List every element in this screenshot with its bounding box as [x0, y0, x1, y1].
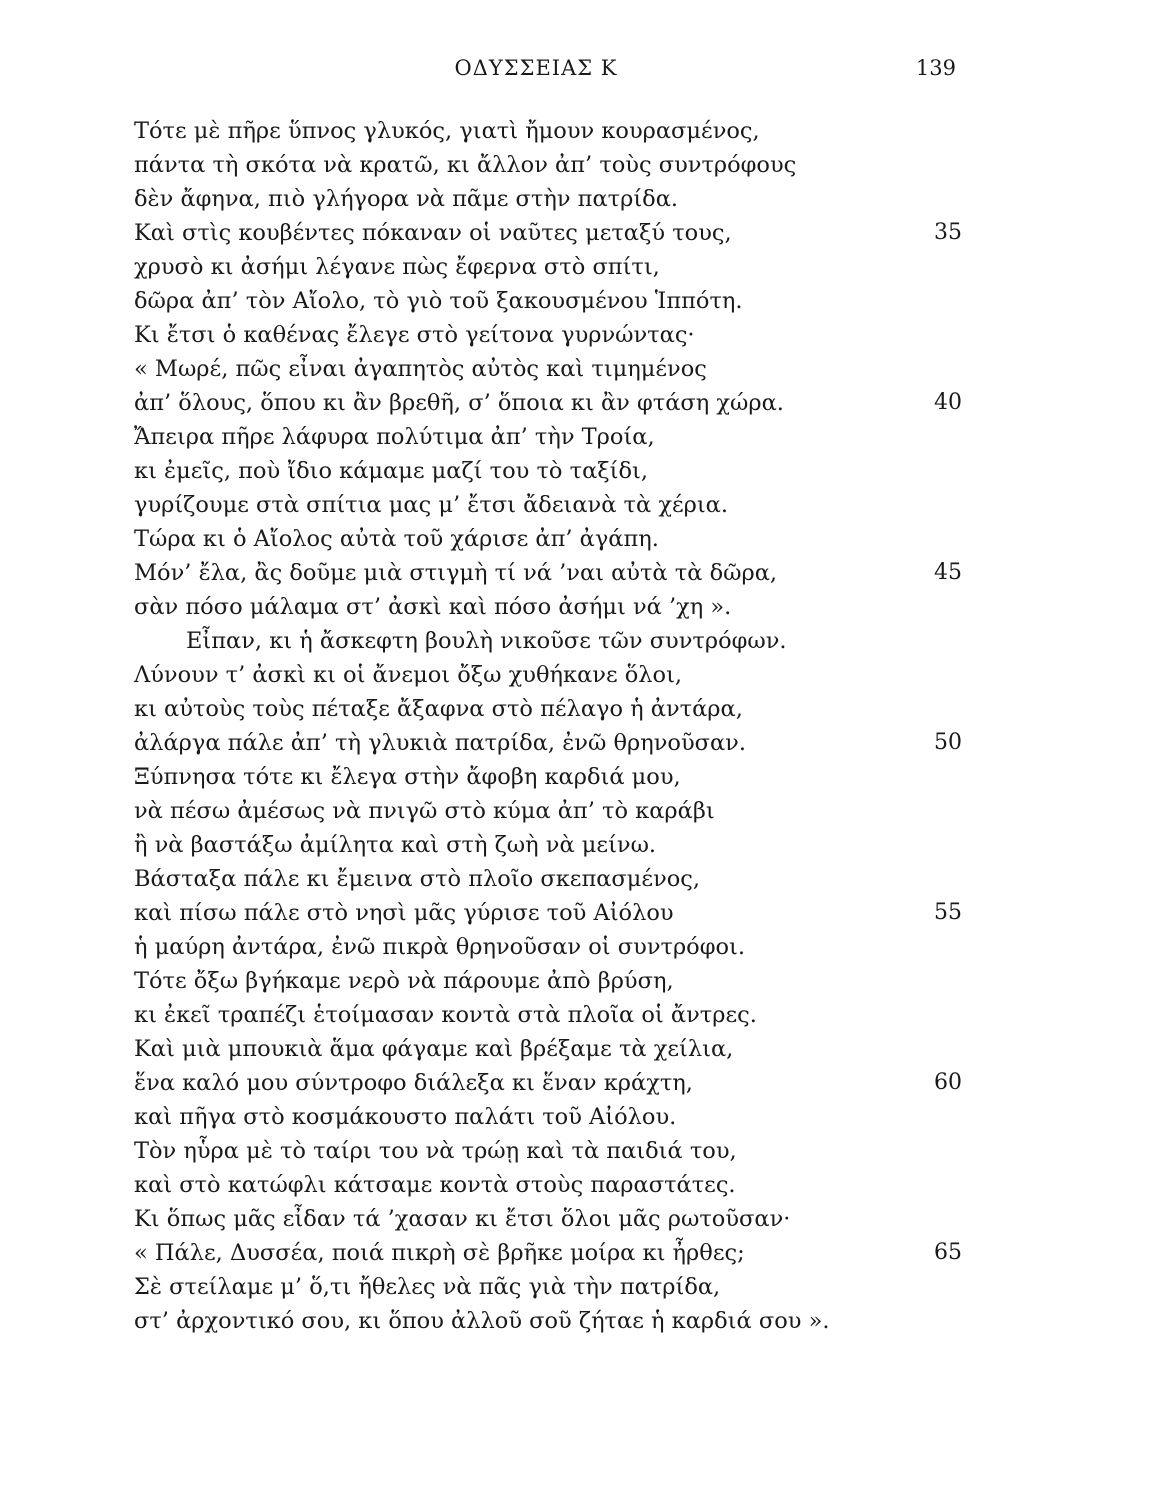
page-number: 139	[915, 56, 956, 80]
running-head	[0, 52, 1164, 84]
verse-line	[134, 658, 1014, 692]
running-title: ΟΔΥΣΣΕΙΑΣ Κ	[454, 56, 618, 80]
verse-line	[134, 624, 1014, 658]
verse-text: Τότε ὄξω βγήκαμε νερὸ νὰ πάρουμε ἀπὸ βρύση,	[134, 968, 674, 994]
verse-text: χρυσὸ κι ἀσήμι λέγανε πὼς ἔφερνα στὸ σπίτι,	[134, 254, 660, 280]
verse-line	[134, 590, 1014, 624]
verse-line	[134, 488, 1014, 522]
verse-text: δῶρα ἀπ’ τὸν Αἴολο, τὸ γιὸ τοῦ ξακουσμένου Ἱππότη.	[134, 288, 743, 314]
line-number: 35	[934, 220, 962, 245]
verse-text: γυρίζουμε στὰ σπίτια μας μ’ ἔτσι ἄδειανὰ τὰ χέρια.	[134, 492, 729, 518]
verse-text: κι ἐκεῖ τραπέζι ἑτοίμασαν κοντὰ στὰ πλοῖα οἱ ἄντρες.	[134, 1002, 757, 1028]
verse-text: Μόν’ ἔλα, ἂς δοῦμε μιὰ στιγμὴ τί νά ’ναι αὐτὰ τὰ δῶρα,	[134, 560, 778, 586]
verse-line	[134, 930, 1014, 964]
verse-text: « Μωρέ, πῶς εἶναι ἀγαπητὸς αὐτὸς καὶ τιμημένος	[134, 356, 707, 382]
verse-line	[134, 522, 1014, 556]
verse-line	[134, 1168, 1014, 1202]
line-number: 65	[934, 1240, 962, 1265]
verse-line	[134, 420, 1014, 454]
verse-text: Καὶ στὶς κουβέντες πόκαναν οἱ ναῦτες μεταξύ τους,	[134, 220, 732, 246]
verse-text: Ξύπνησα τότε κι ἔλεγα στὴν ἄφοβη καρδιά μου,	[134, 764, 681, 790]
verse-line	[134, 1032, 1014, 1066]
verse-text: Τότε μὲ πῆρε ὕπνος γλυκός, γιατὶ ἤμουν κουρασμένος,	[134, 118, 760, 144]
verse-line	[134, 250, 1014, 284]
verse-text: Βάσταξα πάλε κι ἔμεινα στὸ πλοῖο σκεπασμένος,	[134, 866, 701, 892]
verse-line	[134, 794, 1014, 828]
poem-text	[134, 114, 1014, 1338]
verse-text: καὶ πίσω πάλε στὸ νησὶ μᾶς γύρισε τοῦ Αἰόλου	[134, 900, 674, 926]
verse-text: ἢ νὰ βαστάξω ἀμίλητα καὶ στὴ ζωὴ νὰ μείνω.	[134, 832, 657, 858]
verse-line	[134, 1236, 1014, 1270]
verse-text: ἕνα καλό μου σύντροφο διάλεξα κι ἕναν κράχτη,	[134, 1070, 693, 1096]
verse-line	[134, 556, 1014, 590]
verse-text: Κι ἔτσι ὁ καθένας ἔλεγε στὸ γείτονα γυρνώντας·	[134, 322, 695, 348]
line-number: 50	[934, 730, 962, 755]
verse-text: καὶ στὸ κατώφλι κάτσαμε κοντὰ στοὺς παραστάτες.	[134, 1172, 736, 1198]
line-number: 45	[934, 560, 962, 585]
verse-line	[134, 454, 1014, 488]
verse-line	[134, 726, 1014, 760]
verse-line	[134, 1202, 1014, 1236]
verse-line	[134, 1270, 1014, 1304]
verse-line	[134, 148, 1014, 182]
verse-text: πάντα τὴ σκότα νὰ κρατῶ, κι ἄλλον ἀπ’ τοὺς συντρόφους	[134, 152, 797, 178]
verse-text: Εἶπαν, κι ἡ ἄσκεφτη βουλὴ νικοῦσε τῶν συντρόφων.	[186, 628, 787, 654]
verse-line	[134, 1100, 1014, 1134]
verse-text: Σὲ στείλαμε μ’ ὅ,τι ἤθελες νὰ πᾶς γιὰ τὴν πατρίδα,	[134, 1274, 721, 1300]
line-number: 60	[934, 1070, 962, 1095]
verse-line	[134, 692, 1014, 726]
verse-text: νὰ πέσω ἀμέσως νὰ πνιγῶ στὸ κύμα ἀπ’ τὸ καράβι	[134, 798, 715, 824]
verse-text: ἡ μαύρη ἀντάρα, ἐνῶ πικρὰ θρηνοῦσαν οἱ συντρόφοι.	[134, 934, 745, 960]
verse-line	[134, 1134, 1014, 1168]
verse-text: στ’ ἀρχοντικό σου, κι ὅπου ἀλλοῦ σοῦ ζήταε ἡ καρδιά σου ».	[134, 1308, 830, 1334]
verse-line	[134, 386, 1014, 420]
verse-text: « Πάλε, Δυσσέα, ποιά πικρὴ σὲ βρῆκε μοίρα κι ἦρθες;	[134, 1240, 745, 1266]
line-number: 40	[934, 390, 962, 415]
verse-line	[134, 760, 1014, 794]
verse-line	[134, 216, 1014, 250]
verse-text: Ἄπειρα πῆρε λάφυρα πολύτιμα ἀπ’ τὴν Τροία,	[134, 424, 655, 450]
verse-text: Καὶ μιὰ μπουκιὰ ἅμα φάγαμε καὶ βρέξαμε τὰ χείλια,	[134, 1036, 734, 1062]
verse-text: κι αὐτοὺς τοὺς πέταξε ἄξαφνα στὸ πέλαγο ἡ ἀντάρα,	[134, 696, 743, 722]
verse-text: σὰν πόσο μάλαμα στ’ ἀσκὶ καὶ πόσο ἀσήμι νά ’χη ».	[134, 594, 732, 620]
line-number: 55	[934, 900, 962, 925]
verse-line	[134, 352, 1014, 386]
verse-text: ἀλάργα πάλε ἀπ’ τὴ γλυκιὰ πατρίδα, ἐνῶ θρηνοῦσαν.	[134, 730, 747, 756]
verse-text: ἀπ’ ὅλους, ὅπου κι ἂν βρεθῆ, σ’ ὅποια κι ἂν φτάση χώρα.	[134, 390, 784, 416]
verse-line	[134, 318, 1014, 352]
verse-line	[134, 114, 1014, 148]
verse-line	[134, 828, 1014, 862]
verse-line	[134, 1066, 1014, 1100]
verse-line	[134, 284, 1014, 318]
verse-text: κι ἐμεῖς, ποὺ ἴδιο κάμαμε μαζί του τὸ ταξίδι,	[134, 458, 649, 484]
verse-text: καὶ πῆγα στὸ κοσμάκουστο παλάτι τοῦ Αἰόλου.	[134, 1104, 677, 1130]
verse-text: Κι ὅπως μᾶς εἶδαν τά ’χασαν κι ἔτσι ὅλοι μᾶς ρωτοῦσαν·	[134, 1206, 791, 1232]
verse-line	[134, 998, 1014, 1032]
verse-line	[134, 1304, 1014, 1338]
verse-line	[134, 964, 1014, 998]
verse-line	[134, 862, 1014, 896]
verse-text: δὲν ἄφηνα, πιὸ γλήγορα νὰ πᾶμε στὴν πατρίδα.	[134, 186, 679, 212]
verse-text: Τώρα κι ὁ Αἴολος αὐτὰ τοῦ χάρισε ἀπ’ ἀγάπη.	[134, 526, 659, 552]
verse-text: Λύνουν τ’ ἀσκὶ κι οἱ ἄνεμοι ὄξω χυθήκανε ὅλοι,	[134, 662, 683, 688]
verse-text: Τὸν ηὗρα μὲ τὸ ταίρι του νὰ τρώῃ καὶ τὰ παιδιά του,	[134, 1138, 737, 1164]
verse-line	[134, 896, 1014, 930]
verse-line	[134, 182, 1014, 216]
